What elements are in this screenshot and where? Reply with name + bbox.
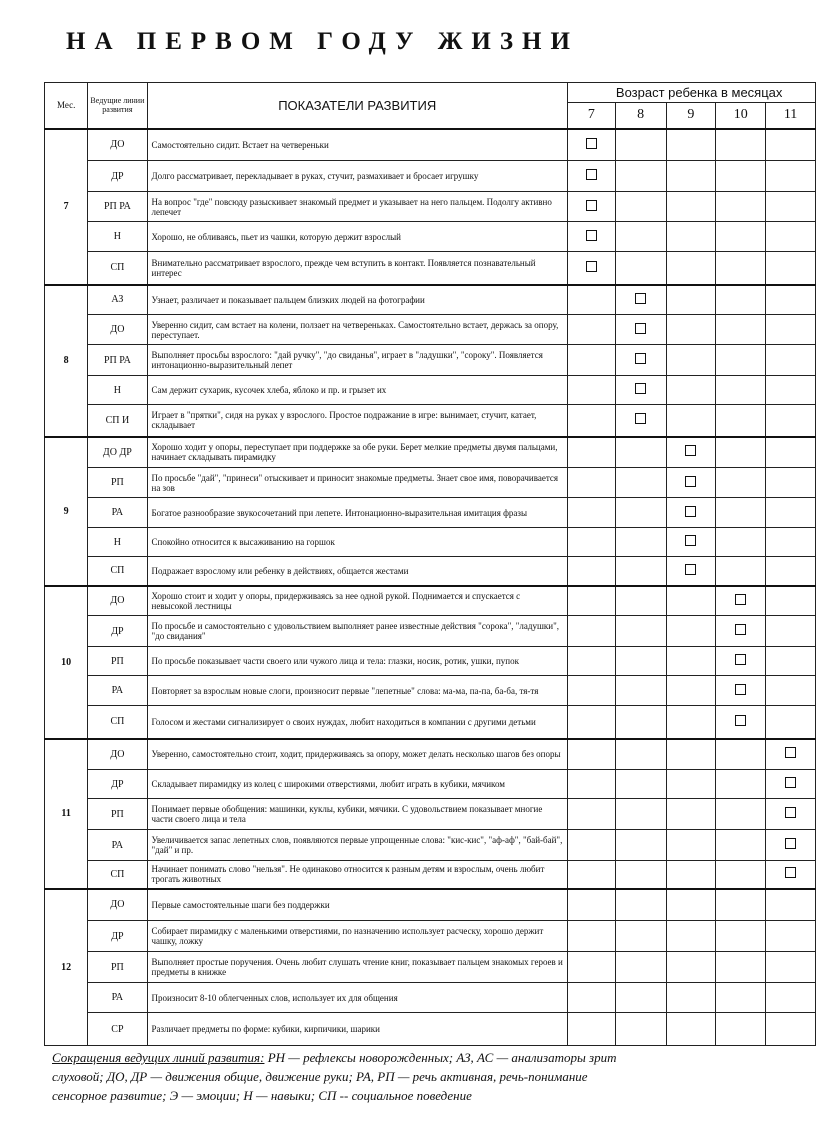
line-cell: СП — [88, 706, 147, 739]
checkbox-icon[interactable] — [685, 445, 696, 456]
table-row — [45, 468, 816, 498]
line-cell: РП — [88, 647, 147, 676]
abbreviations-footer — [52, 1048, 816, 1105]
line-cell: Н — [88, 376, 147, 405]
age-cell — [567, 586, 615, 616]
age-cell — [666, 161, 716, 192]
table-row — [45, 376, 816, 405]
age-cell — [666, 285, 716, 315]
age-cell — [766, 468, 816, 498]
age-cell — [666, 799, 716, 830]
checkbox-icon[interactable] — [635, 293, 646, 304]
line-cell: СП — [88, 557, 147, 586]
age-cell — [615, 129, 666, 161]
checkbox-icon[interactable] — [735, 594, 746, 605]
age-cell[interactable] — [615, 285, 666, 315]
age-cell — [666, 830, 716, 861]
month-cell: 10 — [45, 586, 88, 739]
age-cell — [766, 252, 816, 285]
age-cell[interactable] — [567, 222, 615, 252]
age-cell — [666, 192, 716, 222]
footer-line-3: сенсорное развитие; Э — эмоции; Н — навыки; СП -- социальное поведение — [52, 1088, 472, 1103]
indicator-cell: Уверенно сидит, сам встает на колени, ползает на четвереньках. Самостоятельно встает, держась за опору, переступает. — [147, 315, 567, 345]
table-row — [45, 405, 816, 437]
age-cell — [666, 405, 716, 437]
age-cell — [716, 889, 766, 921]
age-cell — [766, 676, 816, 706]
checkbox-icon[interactable] — [735, 624, 746, 635]
age-cell — [615, 676, 666, 706]
checkbox-icon[interactable] — [685, 476, 696, 487]
age-cell — [615, 799, 666, 830]
age-cell — [716, 437, 766, 468]
table-row — [45, 498, 816, 528]
indicator-cell: Выполняет простые поручения. Очень любит слушать чтение книг, показывает пальцем знакомых героев и предметы в книжке — [147, 952, 567, 983]
checkbox-icon[interactable] — [635, 323, 646, 334]
age-cell — [615, 437, 666, 468]
age-cell — [716, 161, 766, 192]
line-cell: СП — [88, 252, 147, 285]
age-cell — [567, 799, 615, 830]
age-cell[interactable] — [567, 252, 615, 285]
age-cell — [716, 557, 766, 586]
table-row — [45, 861, 816, 889]
line-cell: РП — [88, 468, 147, 498]
month-cell: 11 — [45, 739, 88, 889]
age-cell — [766, 616, 816, 647]
month-cell: 9 — [45, 437, 88, 586]
line-cell: ДР — [88, 161, 147, 192]
checkbox-icon[interactable] — [586, 261, 597, 272]
age-cell[interactable] — [766, 799, 816, 830]
indicator-cell: Долго рассматривает, перекладывает в руках, стучит, размахивает и бросает игрушку — [147, 161, 567, 192]
indicator-cell: Сам держит сухарик, кусочек хлеба, яблоко и пр. и грызет их — [147, 376, 567, 405]
age-cell — [666, 952, 716, 983]
age-cell — [567, 706, 615, 739]
age-cell — [567, 616, 615, 647]
age-cell — [567, 770, 615, 799]
age-cell — [615, 616, 666, 647]
line-cell: РА — [88, 676, 147, 706]
age-cell — [567, 405, 615, 437]
indicator-cell: Собирает пирамидку с маленькими отверстиями, по назначению использует расческу, хорошо держит чашку, ложку — [147, 921, 567, 952]
age-cell[interactable] — [766, 770, 816, 799]
line-cell: СП И — [88, 405, 147, 437]
table-row — [45, 586, 816, 616]
age-cell[interactable] — [666, 557, 716, 586]
indicator-cell: Понимает первые обобщения: машинки, куклы, кубики, мячики. С удовольствием показывает многие части своего лица и тела — [147, 799, 567, 830]
age-cell — [666, 921, 716, 952]
line-cell: Н — [88, 222, 147, 252]
table-row — [45, 129, 816, 161]
age-cell — [567, 952, 615, 983]
age-cell — [567, 437, 615, 468]
age-cell[interactable] — [615, 376, 666, 405]
age-cell — [615, 706, 666, 739]
development-table — [44, 82, 816, 1046]
line-cell: ДО — [88, 586, 147, 616]
table-row — [45, 706, 816, 739]
checkbox-icon[interactable] — [735, 715, 746, 726]
age-cell — [716, 770, 766, 799]
line-cell: СП — [88, 861, 147, 889]
age-cell — [716, 376, 766, 405]
age-cell — [615, 861, 666, 889]
table-row — [45, 437, 816, 468]
age-cell[interactable] — [716, 586, 766, 616]
age-cell — [716, 739, 766, 770]
table-row — [45, 1013, 816, 1046]
age-cell — [766, 315, 816, 345]
age-cell — [716, 129, 766, 161]
checkbox-icon[interactable] — [785, 807, 796, 818]
line-cell: ДР — [88, 616, 147, 647]
table-row — [45, 345, 816, 376]
age-cell[interactable] — [666, 437, 716, 468]
line-cell: РП — [88, 799, 147, 830]
checkbox-icon[interactable] — [586, 138, 597, 149]
age-cell[interactable] — [666, 528, 716, 557]
line-cell: СР — [88, 1013, 147, 1046]
age-cell — [615, 952, 666, 983]
age-cell[interactable] — [716, 616, 766, 647]
age-cell[interactable] — [766, 861, 816, 889]
header-indicators: ПОКАЗАТЕЛИ РАЗВИТИЯ — [147, 83, 567, 129]
age-cell — [716, 405, 766, 437]
age-cell — [716, 498, 766, 528]
line-cell: ДО — [88, 889, 147, 921]
age-cell — [766, 376, 816, 405]
table-row — [45, 799, 816, 830]
header-month-col: 8 — [615, 103, 666, 129]
indicator-cell: Уверенно, самостоятельно стоит, ходит, придерживаясь за опору, может делать несколько шагов без опоры — [147, 739, 567, 770]
age-cell — [766, 192, 816, 222]
table-row — [45, 952, 816, 983]
checkbox-icon[interactable] — [685, 564, 696, 575]
age-cell — [567, 345, 615, 376]
age-cell — [567, 1013, 615, 1046]
age-cell[interactable] — [716, 676, 766, 706]
checkbox-icon[interactable] — [586, 169, 597, 180]
checkbox-icon[interactable] — [685, 506, 696, 517]
line-cell: ДР — [88, 770, 147, 799]
age-cell — [615, 252, 666, 285]
line-cell: РА — [88, 830, 147, 861]
header-age: Возраст ребенка в месяцах — [567, 83, 815, 103]
age-cell — [716, 315, 766, 345]
checkbox-icon[interactable] — [785, 747, 796, 758]
age-cell — [716, 345, 766, 376]
age-cell[interactable] — [567, 192, 615, 222]
indicator-cell: По просьбе показывает части своего или чужого лица и тела: глазки, носик, ротик, ушки, пупок — [147, 647, 567, 676]
age-cell — [716, 799, 766, 830]
indicator-cell: Выполняет просьбы взрослого: "дай ручку", "до свиданья", играет в "ладушки", "сороку". Появляется интонационно-выразительный лепет — [147, 345, 567, 376]
age-cell — [766, 706, 816, 739]
age-cell — [615, 1013, 666, 1046]
indicator-cell: Хорошо, не обливаясь, пьет из чашки, которую держит взрослый — [147, 222, 567, 252]
age-cell — [567, 315, 615, 345]
checkbox-icon[interactable] — [635, 353, 646, 364]
line-cell: ДО ДР — [88, 437, 147, 468]
table-row — [45, 830, 816, 861]
header-month: Мес. — [45, 83, 88, 129]
age-cell — [666, 861, 716, 889]
checkbox-icon[interactable] — [735, 684, 746, 695]
age-cell[interactable] — [766, 830, 816, 861]
age-cell — [716, 192, 766, 222]
age-cell — [666, 586, 716, 616]
age-cell — [716, 528, 766, 557]
age-cell — [766, 161, 816, 192]
age-cell — [766, 437, 816, 468]
checkbox-icon[interactable] — [785, 777, 796, 788]
table-row — [45, 528, 816, 557]
age-cell[interactable] — [716, 647, 766, 676]
line-cell: РА — [88, 983, 147, 1013]
table-row — [45, 770, 816, 799]
age-cell[interactable] — [567, 129, 615, 161]
header-lines: Ведущие линии развития — [88, 83, 147, 129]
checkbox-icon[interactable] — [785, 838, 796, 849]
header-month-col: 11 — [766, 103, 816, 129]
table-row — [45, 557, 816, 586]
age-cell — [567, 468, 615, 498]
indicator-cell: Хорошо стоит и ходит у опоры, придерживаясь за нее одной рукой. Поднимается и спускается с невысокой лестницы — [147, 586, 567, 616]
age-cell — [615, 739, 666, 770]
age-cell — [615, 921, 666, 952]
age-cell — [567, 983, 615, 1013]
indicator-cell: Узнает, различает и показывает пальцем близких людей на фотографии — [147, 285, 567, 315]
age-cell — [716, 252, 766, 285]
age-cell — [666, 345, 716, 376]
age-cell — [567, 647, 615, 676]
age-cell[interactable] — [615, 315, 666, 345]
table-row — [45, 647, 816, 676]
line-cell: АЗ — [88, 285, 147, 315]
age-cell — [766, 345, 816, 376]
age-cell — [567, 528, 615, 557]
age-cell — [615, 770, 666, 799]
table-row — [45, 285, 816, 315]
checkbox-icon[interactable] — [685, 535, 696, 546]
header-month-col: 7 — [567, 103, 615, 129]
age-cell — [766, 498, 816, 528]
age-cell[interactable] — [766, 739, 816, 770]
age-cell — [615, 468, 666, 498]
age-cell — [716, 468, 766, 498]
indicator-cell: Самостоятельно сидит. Встает на четвереньки — [147, 129, 567, 161]
line-cell: ДО — [88, 315, 147, 345]
footer-line-1 — [52, 1048, 816, 1067]
age-cell — [567, 921, 615, 952]
line-cell: ДО — [88, 129, 147, 161]
age-cell — [766, 921, 816, 952]
table-row — [45, 739, 816, 770]
table-row — [45, 889, 816, 921]
indicator-cell: Богатое разнообразие звукосочетаний при лепете. Интонационно-выразительная имитация фразы — [147, 498, 567, 528]
age-cell[interactable] — [615, 345, 666, 376]
checkbox-icon[interactable] — [635, 383, 646, 394]
age-cell — [716, 921, 766, 952]
age-cell — [567, 861, 615, 889]
header-month-col: 10 — [716, 103, 766, 129]
checkbox-icon[interactable] — [735, 654, 746, 665]
month-cell: 12 — [45, 889, 88, 1046]
age-cell — [766, 557, 816, 586]
age-cell — [567, 498, 615, 528]
indicator-cell: По просьбе "дай", "принеси" отыскивает и приносит знакомые предметы. Знает свое имя, поворачивается на зов — [147, 468, 567, 498]
age-cell[interactable] — [666, 468, 716, 498]
age-cell — [766, 1013, 816, 1046]
table-row — [45, 921, 816, 952]
line-cell: ДР — [88, 921, 147, 952]
age-cell — [666, 676, 716, 706]
month-cell: 8 — [45, 285, 88, 437]
age-cell — [615, 830, 666, 861]
age-cell — [615, 192, 666, 222]
age-cell — [615, 647, 666, 676]
indicator-cell: Играет в "прятки", сидя на руках у взрослого. Простое подражание в игре: вынимает, стучит, катает, складывает — [147, 405, 567, 437]
footer-line-2: слуховой; ДО, ДР — движения общие, движение руки; РА, РП — речь активная, речь-понимание — [52, 1069, 588, 1084]
footer-lead: Сокращения ведущих линий развития: — [52, 1050, 265, 1065]
age-cell — [666, 315, 716, 345]
age-cell — [766, 983, 816, 1013]
age-cell — [666, 222, 716, 252]
table-row — [45, 252, 816, 285]
table-row — [45, 315, 816, 345]
age-cell[interactable] — [666, 498, 716, 528]
indicator-cell: На вопрос "где" повсюду разыскивает знакомый предмет и указывает на него пальцем. Подолгу активно лепечет — [147, 192, 567, 222]
age-cell — [615, 557, 666, 586]
indicator-cell: Начинает понимать слово "нельзя". Не одинаково относится к разным детям и взрослым, очень любит трогать животных — [147, 861, 567, 889]
age-cell — [666, 616, 716, 647]
line-cell: РП РА — [88, 192, 147, 222]
line-cell: ДО — [88, 739, 147, 770]
indicator-cell: Увеличивается запас лепетных слов, появляются первые упрощенные слова: "кис-кис", "аф-аф", "бай-бай", "дай" и пр. — [147, 830, 567, 861]
age-cell — [666, 706, 716, 739]
indicator-cell: Хорошо ходит у опоры, переступает при поддержке за обе руки. Берет мелкие предметы двумя пальцами, начинает складывать пирамидку — [147, 437, 567, 468]
checkbox-icon[interactable] — [586, 200, 597, 211]
age-cell — [766, 528, 816, 557]
age-cell — [716, 1013, 766, 1046]
age-cell — [766, 586, 816, 616]
age-cell — [615, 222, 666, 252]
line-cell: Н — [88, 528, 147, 557]
age-cell — [766, 285, 816, 315]
header-month-col: 9 — [666, 103, 716, 129]
age-cell — [615, 161, 666, 192]
line-cell: РА — [88, 498, 147, 528]
age-cell — [615, 889, 666, 921]
age-cell — [666, 983, 716, 1013]
line-cell: РП РА — [88, 345, 147, 376]
table-body — [45, 129, 816, 1046]
age-cell — [666, 252, 716, 285]
age-cell — [567, 739, 615, 770]
table-row — [45, 616, 816, 647]
age-cell[interactable] — [567, 161, 615, 192]
table-row — [45, 192, 816, 222]
age-cell — [666, 739, 716, 770]
age-cell — [716, 285, 766, 315]
age-cell — [666, 889, 716, 921]
table-row — [45, 983, 816, 1013]
table-row — [45, 161, 816, 192]
age-cell — [716, 861, 766, 889]
indicator-cell: Складывает пирамидку из колец с широкими отверстиями, любит играть в кубики, мячиком — [147, 770, 567, 799]
age-cell — [615, 528, 666, 557]
age-cell — [666, 376, 716, 405]
age-cell — [567, 889, 615, 921]
age-cell — [567, 557, 615, 586]
age-cell — [567, 376, 615, 405]
footer-text-1: РН — рефлексы новорожденных; АЗ, АС — анализаторы зрит — [264, 1050, 617, 1065]
indicator-cell: Внимательно рассматривает взрослого, прежде чем вступить в контакт. Появляется познавательный интерес — [147, 252, 567, 285]
month-cell: 7 — [45, 129, 88, 285]
checkbox-icon[interactable] — [785, 867, 796, 878]
age-cell — [567, 830, 615, 861]
age-cell — [716, 952, 766, 983]
indicator-cell: По просьбе и самостоятельно с удовольствием выполняет ранее известные действия "сорока", "ладушки", "до свидания" — [147, 616, 567, 647]
age-cell[interactable] — [615, 405, 666, 437]
table-row — [45, 222, 816, 252]
age-cell — [666, 647, 716, 676]
age-cell — [567, 676, 615, 706]
age-cell[interactable] — [716, 706, 766, 739]
age-cell — [766, 952, 816, 983]
page-title: НА ПЕРВОМ ГОДУ ЖИЗНИ — [66, 28, 579, 55]
age-cell — [766, 222, 816, 252]
checkbox-icon[interactable] — [586, 230, 597, 241]
age-cell — [666, 129, 716, 161]
age-cell — [766, 129, 816, 161]
age-cell — [766, 889, 816, 921]
age-cell — [766, 647, 816, 676]
indicator-cell: Произносит 8-10 облегченных слов, использует их для общения — [147, 983, 567, 1013]
checkbox-icon[interactable] — [635, 413, 646, 424]
indicator-cell: Различает предметы по форме: кубики, кирпичики, шарики — [147, 1013, 567, 1046]
indicator-cell: Первые самостоятельные шаги без поддержки — [147, 889, 567, 921]
line-cell: РП — [88, 952, 147, 983]
indicator-cell: Голосом и жестами сигнализирует о своих нуждах, любит находиться в компании с другими детьми — [147, 706, 567, 739]
age-cell — [716, 983, 766, 1013]
age-cell — [666, 770, 716, 799]
table-row — [45, 676, 816, 706]
age-cell — [615, 983, 666, 1013]
age-cell — [716, 830, 766, 861]
age-cell — [615, 498, 666, 528]
indicator-cell: Повторяет за взрослым новые слоги, произносит первые "лепетные" слова: ма-ма, па-па, ба-ба, тя-тя — [147, 676, 567, 706]
indicator-cell: Спокойно относится к высаживанию на горшок — [147, 528, 567, 557]
age-cell — [615, 586, 666, 616]
indicator-cell: Подражает взрослому или ребенку в действиях, общается жестами — [147, 557, 567, 586]
age-cell — [716, 222, 766, 252]
age-cell — [766, 405, 816, 437]
age-cell — [666, 1013, 716, 1046]
age-cell — [567, 285, 615, 315]
